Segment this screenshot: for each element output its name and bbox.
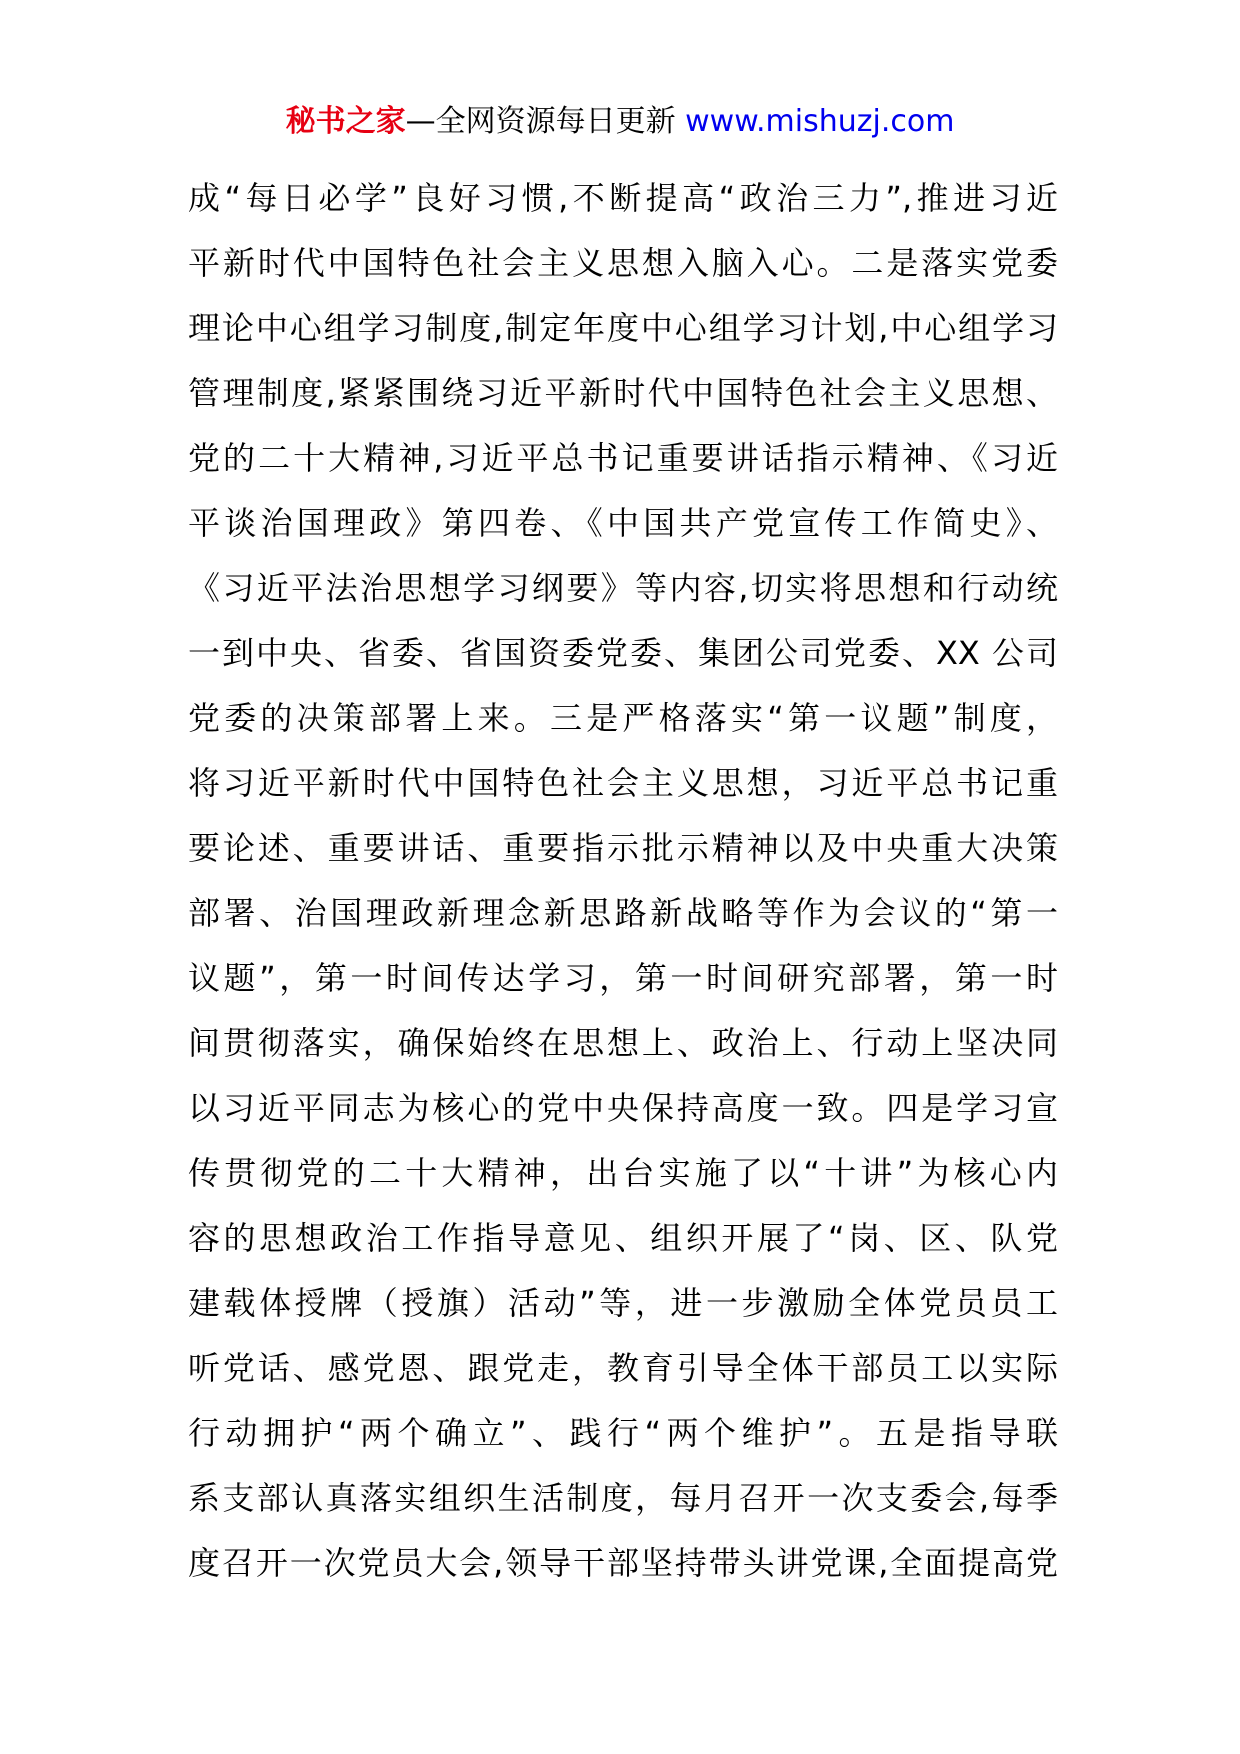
site-brand: 秘书之家 bbox=[285, 104, 406, 139]
text-line: 一到中央、省委、省国资委党委、集团公司党委、XX 公司 bbox=[188, 634, 1058, 672]
text-line: 传贯彻党的二十大精神，出台实施了以“十讲”为核心内 bbox=[188, 1154, 1058, 1192]
text-line: 平谈治国理政》第四卷、《中国共产党宣传工作简史》、 bbox=[188, 504, 1058, 542]
site-url-link[interactable]: www.mishuzj.com bbox=[685, 104, 955, 139]
text-line: 管理制度,紧紧围绕习近平新时代中国特色社会主义思想、 bbox=[188, 374, 1058, 412]
text-line: 成“每日必学”良好习惯,不断提高“政治三力”,推进习近 bbox=[188, 179, 1058, 217]
text-line: 建载体授牌（授旗）活动”等，进一步激励全体党员员工 bbox=[188, 1284, 1058, 1322]
text-line: 行动拥护“两个确立”、践行“两个维护”。五是指导联 bbox=[188, 1414, 1058, 1452]
text-line: 系支部认真落实组织生活制度，每月召开一次支委会,每季 bbox=[188, 1479, 1058, 1517]
text-line: 听党话、感党恩、跟党走，教育引导全体干部员工以实际 bbox=[188, 1349, 1058, 1387]
text-line: 党委的决策部署上来。三是严格落实“第一议题”制度， bbox=[188, 699, 1058, 737]
text-line: 《习近平法治思想学习纲要》等内容,切实将思想和行动统 bbox=[188, 569, 1058, 607]
site-tagline: —全网资源每日更新 bbox=[405, 104, 676, 139]
document-body bbox=[188, 166, 1058, 1596]
text-line: 容的思想政治工作指导意见、组织开展了“岗、区、队党 bbox=[188, 1219, 1058, 1257]
text-line: 度召开一次党员大会,领导干部坚持带头讲党课,全面提高党 bbox=[188, 1544, 1058, 1582]
text-line: 部署、治国理政新理念新思路新战略等作为会议的“第一 bbox=[188, 894, 1058, 932]
text-line: 将习近平新时代中国特色社会主义思想，习近平总书记重 bbox=[188, 764, 1058, 802]
page-header bbox=[0, 100, 1240, 144]
text-line: 间贯彻落实，确保始终在思想上、政治上、行动上坚决同 bbox=[188, 1024, 1058, 1062]
text-line: 平新时代中国特色社会主义思想入脑入心。二是落实党委 bbox=[188, 244, 1058, 282]
text-line: 以习近平同志为核心的党中央保持高度一致。四是学习宣 bbox=[188, 1089, 1058, 1127]
text-line: 党的二十大精神,习近平总书记重要讲话指示精神、《习近 bbox=[188, 439, 1058, 477]
text-line: 要论述、重要讲话、重要指示批示精神以及中央重大决策 bbox=[188, 829, 1058, 867]
text-line: 理论中心组学习制度,制定年度中心组学习计划,中心组学习 bbox=[188, 309, 1058, 347]
text-line: 议题”，第一时间传达学习，第一时间研究部署，第一时 bbox=[188, 959, 1058, 997]
